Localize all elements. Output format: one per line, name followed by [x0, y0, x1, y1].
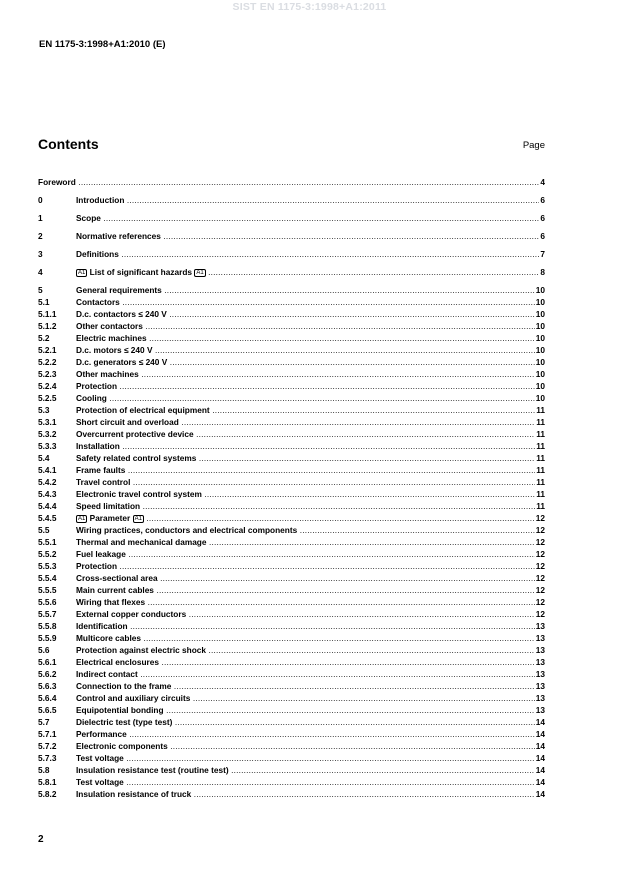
- toc-entry-title: Introduction: [76, 195, 125, 205]
- toc-entry-title: Indirect contact: [76, 669, 138, 679]
- toc-entry-title: List of significant hazards: [89, 267, 192, 277]
- toc-entry[interactable]: [38, 368, 545, 380]
- toc-entry-leader: [76, 524, 545, 536]
- toc-entry-title: Definitions: [76, 249, 119, 259]
- amendment-end-marker: A1: [134, 516, 142, 522]
- watermark: SIST EN 1175-3:1998+A1:2011: [232, 1, 387, 13]
- toc-entry-number: 5.7.2: [38, 741, 57, 751]
- toc-entry-number: 5.4: [38, 453, 50, 463]
- toc-entry[interactable]: [38, 416, 545, 428]
- toc-entry[interactable]: [38, 536, 545, 548]
- toc-entry[interactable]: [38, 764, 545, 776]
- toc-entry-page: 11: [536, 441, 545, 451]
- toc-entry-leader: [76, 584, 545, 596]
- toc-entry-title: Protection of electrical equipment: [76, 405, 210, 415]
- toc-entry-leader: [76, 572, 545, 584]
- toc-entry-number: 5.5.2: [38, 549, 57, 559]
- toc-entry-page: 11: [536, 417, 545, 427]
- toc-entry-page: 12: [535, 573, 545, 583]
- toc-entry-number: 3: [38, 249, 43, 259]
- toc-entry[interactable]: [38, 194, 545, 206]
- page-title: Contents: [38, 136, 99, 152]
- toc-entry-number: 5.2.1: [38, 345, 57, 355]
- toc-entry-number: 5.3.1: [38, 417, 57, 427]
- toc-entry-leader: [76, 536, 545, 548]
- toc-entry-number: 5.8.1: [38, 777, 57, 787]
- toc-entry-leader: [76, 512, 545, 524]
- toc-entry-leader: [76, 404, 545, 416]
- table-of-contents: [38, 176, 545, 800]
- toc-entry-page: 13: [535, 621, 545, 631]
- toc-entry[interactable]: [38, 500, 545, 512]
- toc-entry-title: Protection: [76, 561, 118, 571]
- toc-entry[interactable]: [38, 332, 545, 344]
- toc-entry-leader: [76, 452, 545, 464]
- toc-entry-page: 10: [535, 369, 545, 379]
- toc-entry-number: 5.4.4: [38, 501, 57, 511]
- toc-entry[interactable]: [38, 716, 545, 728]
- toc-entry-title: Safety related control systems: [76, 453, 197, 463]
- toc-entry-number: 5.6.2: [38, 669, 57, 679]
- toc-entry-leader: [76, 356, 545, 368]
- toc-entry-number: 5.6.3: [38, 681, 57, 691]
- toc-entry-page: 6: [540, 231, 545, 241]
- toc-entry-number: 5.2: [38, 333, 50, 343]
- toc-entry[interactable]: [38, 356, 545, 368]
- toc-entry-page: 10: [535, 297, 545, 307]
- toc-entry-title: Dielectric test (type test): [76, 717, 173, 727]
- toc-entry[interactable]: [38, 788, 545, 800]
- toc-entry-title: Overcurrent protective device: [76, 429, 194, 439]
- toc-entry[interactable]: [38, 464, 545, 476]
- toc-entry-title: Other contactors: [76, 321, 143, 331]
- toc-entry-page: 8: [540, 267, 545, 277]
- toc-entry[interactable]: [38, 644, 545, 656]
- toc-entry-number: 5.5.4: [38, 573, 57, 583]
- toc-entry-page: 6: [540, 195, 545, 205]
- toc-entry-number: 5.3: [38, 405, 50, 415]
- toc-entry-title: D.c. motors ≤ 240 V: [76, 345, 153, 355]
- toc-entry-page: 13: [535, 681, 545, 691]
- toc-entry-number: 5.1.1: [38, 309, 57, 319]
- toc-entry-title: Thermal and mechanical damage: [76, 537, 207, 547]
- toc-entry[interactable]: [38, 404, 545, 416]
- toc-entry-page: 14: [535, 753, 545, 763]
- toc-entry[interactable]: [38, 572, 545, 584]
- toc-entry-title: Test voltage: [76, 753, 124, 763]
- toc-entry[interactable]: [38, 392, 545, 404]
- toc-entry-leader: [76, 296, 545, 308]
- toc-entry-number: 5.6.4: [38, 693, 57, 703]
- toc-entry-page: 11: [536, 465, 545, 475]
- toc-entry-number: 5.2.4: [38, 381, 57, 391]
- toc-entry-page: 13: [535, 633, 545, 643]
- toc-entry-number: 5.7.1: [38, 729, 57, 739]
- toc-entry-number: 5.5.5: [38, 585, 57, 595]
- toc-entry[interactable]: [38, 440, 545, 452]
- toc-entry[interactable]: [38, 632, 545, 644]
- toc-entry-page: 13: [535, 669, 545, 679]
- toc-entry-number: 4: [38, 267, 43, 277]
- toc-entry-number: 5.7.3: [38, 753, 57, 763]
- toc-entry-page: 12: [535, 585, 545, 595]
- toc-entry-leader: [76, 368, 545, 380]
- toc-entry-number: 5.5: [38, 525, 50, 535]
- toc-entry-page: 14: [535, 789, 545, 799]
- toc-entry-number: 5.8.2: [38, 789, 57, 799]
- toc-entry-leader: [76, 416, 545, 428]
- toc-entry-page: 12: [535, 561, 545, 571]
- toc-entry[interactable]: [38, 248, 545, 260]
- toc-entry-title: Parameter: [89, 513, 131, 523]
- toc-entry-number: 5.5.7: [38, 609, 57, 619]
- toc-entry-number: 5.6.1: [38, 657, 57, 667]
- toc-entry[interactable]: [38, 752, 545, 764]
- toc-entry-leader: [76, 560, 545, 572]
- toc-entry-page: 11: [536, 429, 545, 439]
- toc-entry[interactable]: [38, 266, 545, 278]
- toc-entry-title: Speed limitation: [76, 501, 141, 511]
- toc-entry-title: D.c. generators ≤ 240 V: [76, 357, 168, 367]
- toc-entry-title: Installation: [76, 441, 120, 451]
- toc-entry-leader: [76, 608, 545, 620]
- toc-entry-page: 12: [535, 549, 545, 559]
- toc-entry-title: Performance: [76, 729, 127, 739]
- toc-entry-title: Insulation resistance of truck: [76, 789, 192, 799]
- toc-entry-leader: [76, 428, 545, 440]
- toc-entry-title: Control and auxiliary circuits: [76, 693, 191, 703]
- toc-entry-page: 13: [535, 705, 545, 715]
- toc-entry[interactable]: [38, 656, 545, 668]
- toc-entry-title: Electronic components: [76, 741, 168, 751]
- toc-entry-leader: [76, 764, 545, 776]
- amendment-start-marker: A1: [78, 270, 86, 276]
- toc-entry-number: 5.5.9: [38, 633, 57, 643]
- toc-entry-page: 12: [535, 513, 545, 523]
- toc-entry[interactable]: [38, 344, 545, 356]
- toc-entry-page: 10: [535, 393, 545, 403]
- toc-entry-title: Wiring that flexes: [76, 597, 146, 607]
- toc-entry[interactable]: [38, 308, 545, 320]
- toc-entry-page: 7: [540, 249, 545, 259]
- toc-entry-page: 11: [536, 501, 545, 511]
- toc-entry[interactable]: [38, 512, 545, 524]
- toc-entry-number: 5.7: [38, 717, 50, 727]
- toc-entry[interactable]: [38, 452, 545, 464]
- amendment-start-marker: A1: [78, 516, 86, 522]
- toc-entry-page: 14: [535, 717, 545, 727]
- toc-entry-page: 11: [536, 405, 545, 415]
- toc-entry-leader: [76, 476, 545, 488]
- toc-entry-number: 5.4.3: [38, 489, 57, 499]
- toc-entry-title: Cooling: [76, 393, 107, 403]
- toc-entry-title: Other machines: [76, 369, 139, 379]
- toc-entry-title: Multicore cables: [76, 633, 142, 643]
- toc-entry-page: 10: [535, 309, 545, 319]
- toc-entry-page: 12: [535, 597, 545, 607]
- toc-entry-leader: [76, 740, 545, 752]
- toc-entry[interactable]: [38, 584, 545, 596]
- toc-entry[interactable]: [38, 548, 545, 560]
- toc-entry[interactable]: [38, 320, 545, 332]
- document-header: EN 1175-3:1998+A1:2010 (E): [39, 39, 166, 50]
- toc-entry-title: Scope: [76, 213, 101, 223]
- toc-entry-number: 5.6.5: [38, 705, 57, 715]
- toc-entry-page: 10: [535, 321, 545, 331]
- toc-entry-title: D.c. contactors ≤ 240 V: [76, 309, 167, 319]
- toc-entry-leader: [76, 212, 545, 224]
- toc-entry-page: 13: [535, 645, 545, 655]
- toc-entry-leader: [76, 596, 545, 608]
- toc-entry[interactable]: [38, 428, 545, 440]
- toc-entry[interactable]: [38, 296, 545, 308]
- toc-entry-leader: [76, 248, 545, 260]
- toc-entry-title: External copper conductors: [76, 609, 187, 619]
- toc-entry-title: Contactors: [76, 297, 120, 307]
- toc-entry-page: 11: [536, 453, 545, 463]
- toc-entry-leader: [76, 488, 545, 500]
- toc-entry-title: Protection against electric shock: [76, 645, 207, 655]
- toc-entry-number: 5.3.3: [38, 441, 57, 451]
- toc-entry-leader: [76, 344, 545, 356]
- page-number: 2: [38, 834, 44, 845]
- toc-entry[interactable]: [38, 776, 545, 788]
- toc-entry-page: 13: [535, 693, 545, 703]
- toc-entry-number: 5.2.5: [38, 393, 57, 403]
- toc-entry-number: 5.5.3: [38, 561, 57, 571]
- toc-entry-number: 2: [38, 231, 43, 241]
- toc-entry-page: 4: [540, 177, 545, 187]
- toc-entry-page: 13: [535, 657, 545, 667]
- toc-entry[interactable]: [38, 230, 545, 242]
- toc-entry[interactable]: [38, 380, 545, 392]
- toc-entry-leader: [76, 692, 545, 704]
- toc-entry-leader: [76, 716, 545, 728]
- toc-entry-leader: [76, 380, 545, 392]
- toc-entry-leader: [76, 668, 545, 680]
- toc-entry-leader: [76, 392, 545, 404]
- toc-entry-leader: [76, 440, 545, 452]
- toc-entry-leader: [76, 332, 545, 344]
- toc-entry-title: Fuel leakage: [76, 549, 126, 559]
- toc-entry-page: 11: [536, 477, 545, 487]
- toc-entry-number: 5.5.8: [38, 621, 57, 631]
- toc-entry[interactable]: [38, 488, 545, 500]
- toc-entry[interactable]: [38, 608, 545, 620]
- toc-entry-title: Wiring practices, conductors and electrical components: [76, 525, 298, 535]
- toc-entry-title: Normative references: [76, 231, 161, 241]
- toc-entry-page: 10: [535, 285, 545, 295]
- toc-entry-leader: [76, 632, 545, 644]
- toc-entry-number: 5.5.1: [38, 537, 57, 547]
- toc-entry-number: 0: [38, 195, 43, 205]
- toc-entry-page: 14: [535, 765, 545, 775]
- toc-entry-leader: [76, 728, 545, 740]
- toc-entry-page: 10: [535, 345, 545, 355]
- toc-entry[interactable]: [38, 212, 545, 224]
- toc-entry-leader: [76, 788, 545, 800]
- toc-entry-page: 6: [540, 213, 545, 223]
- toc-entry-leader: [76, 752, 545, 764]
- toc-entry-number: 1: [38, 213, 43, 223]
- toc-entry-number: 5.2.3: [38, 369, 57, 379]
- toc-entry-title: Frame faults: [76, 465, 126, 475]
- toc-entry[interactable]: [38, 176, 545, 188]
- toc-entry-title: Test voltage: [76, 777, 124, 787]
- toc-entry-title: Electronic travel control system: [76, 489, 202, 499]
- toc-entry[interactable]: [38, 620, 545, 632]
- toc-entry-number: 5.5.6: [38, 597, 57, 607]
- toc-entry[interactable]: [38, 476, 545, 488]
- toc-entry-number: 5.2.2: [38, 357, 57, 367]
- toc-entry[interactable]: [38, 692, 545, 704]
- toc-entry-leader: [76, 656, 545, 668]
- toc-entry[interactable]: [38, 560, 545, 572]
- toc-entry-title: Protection: [76, 381, 118, 391]
- toc-entry-leader: [76, 644, 545, 656]
- toc-entry[interactable]: [38, 680, 545, 692]
- toc-entry-number: 5.4.2: [38, 477, 57, 487]
- toc-entry[interactable]: [38, 668, 545, 680]
- toc-entry-number: 5.3.2: [38, 429, 57, 439]
- toc-entry-leader: [76, 194, 545, 206]
- toc-entry-number: 5.4.5: [38, 513, 57, 523]
- toc-entry-number: 5: [38, 285, 43, 295]
- toc-entry-number: 5.1.2: [38, 321, 57, 331]
- page-column-label: Page: [522, 140, 545, 151]
- toc-entry-title: Foreword: [38, 177, 76, 187]
- toc-entry-title: Electric machines: [76, 333, 147, 343]
- toc-entry-page: 12: [535, 537, 545, 547]
- toc-entry-leader: [76, 308, 545, 320]
- toc-entry[interactable]: [38, 728, 545, 740]
- toc-entry-title: Cross-sectional area: [76, 573, 158, 583]
- toc-entry[interactable]: [38, 524, 545, 536]
- toc-entry-page: 11: [536, 489, 545, 499]
- toc-entry-leader: [76, 548, 545, 560]
- toc-entry-leader: [76, 284, 545, 296]
- toc-entry-title: Identification: [76, 621, 128, 631]
- toc-entry-title: Main current cables: [76, 585, 154, 595]
- toc-entry-leader: [76, 500, 545, 512]
- toc-entry-leader: [76, 320, 545, 332]
- toc-entry-title: Insulation resistance test (routine test): [76, 765, 229, 775]
- toc-entry-number: 5.4.1: [38, 465, 57, 475]
- toc-entry-leader: [38, 176, 545, 188]
- toc-entry-page: 10: [535, 333, 545, 343]
- toc-entry-number: 5.1: [38, 297, 50, 307]
- toc-entry-page: 14: [535, 777, 545, 787]
- toc-entry-title: Short circuit and overload: [76, 417, 179, 427]
- toc-entry-number: 5.6: [38, 645, 50, 655]
- toc-entry-page: 14: [535, 729, 545, 739]
- toc-entry-page: 14: [535, 741, 545, 751]
- toc-entry[interactable]: [38, 284, 545, 296]
- toc-entry-leader: [76, 620, 545, 632]
- toc-entry-title: Electrical enclosures: [76, 657, 160, 667]
- amendment-end-marker: A1: [196, 270, 204, 276]
- toc-entry-leader: [76, 704, 545, 716]
- toc-entry[interactable]: [38, 740, 545, 752]
- toc-entry-page: 12: [535, 609, 545, 619]
- toc-entry-leader: [76, 266, 545, 278]
- toc-entry-number: 5.8: [38, 765, 50, 775]
- toc-entry[interactable]: [38, 596, 545, 608]
- toc-entry-page: 10: [535, 357, 545, 367]
- toc-entry-title: General requirements: [76, 285, 162, 295]
- toc-entry-leader: [76, 680, 545, 692]
- toc-entry-title: Travel control: [76, 477, 131, 487]
- toc-entry-page: 12: [535, 525, 545, 535]
- toc-entry-title: Connection to the frame: [76, 681, 172, 691]
- toc-entry-leader: [76, 230, 545, 242]
- toc-entry-leader: [76, 776, 545, 788]
- toc-entry-title: Equipotential bonding: [76, 705, 164, 715]
- toc-entry[interactable]: [38, 704, 545, 716]
- toc-entry-page: 10: [535, 381, 545, 391]
- toc-entry-leader: [76, 464, 545, 476]
